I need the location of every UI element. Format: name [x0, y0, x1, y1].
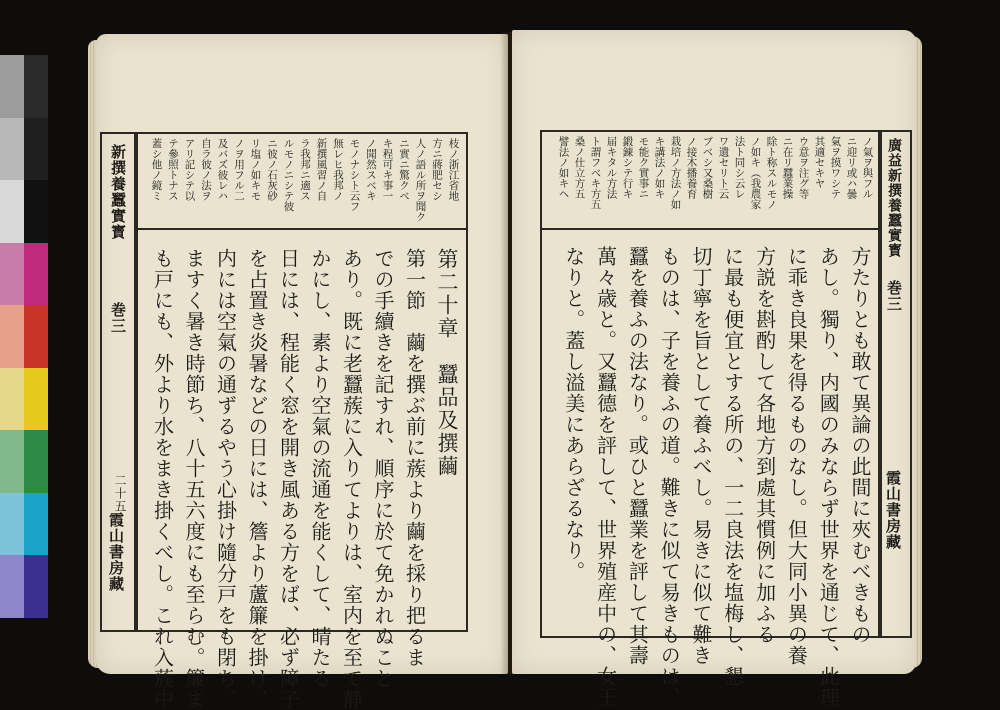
body-text-line: 切丁寧を旨として養ふべし。易きに似て難き — [689, 246, 713, 666]
calibration-swatch — [0, 555, 24, 618]
body-text-line: 第一節 繭を撰ぶ前に蔟より繭を採り把るま — [402, 248, 427, 668]
body-text-line: なりと。蓋し溢美にあらざるなり。 — [561, 246, 586, 582]
body-text-line: も戸にも、外より水をまき掛くべし。これ入蔟中 — [150, 248, 175, 710]
body-text-line: 第二十章 蠶品及撰繭 — [435, 248, 459, 478]
header-note-column: 除ト称スルモノ — [765, 136, 778, 210]
header-note-column: 桑ノ仕立方五 — [573, 136, 586, 199]
body-text-line: ものは、子を養ふの道。難きに似て易きものは、 — [657, 246, 682, 708]
header-note-column: 枝ノ浙江省地 — [447, 138, 460, 201]
header-note-column: ワ遺セリト云 — [717, 136, 730, 199]
header-note-column: 無レヒ我邦ノ — [332, 138, 344, 201]
header-note-column: 栽培ノ方法ノ如 — [669, 136, 682, 210]
calibration-swatch — [24, 368, 48, 431]
header-note-column: ニ迎リ或ハ曇 — [845, 136, 858, 199]
calibration-swatch — [0, 243, 24, 306]
body-text-line: 蠶を養ふの法なり。或ひと蠶業を評して其壽 — [625, 246, 650, 666]
header-note-column: ニ在リ蠶業操 — [781, 136, 794, 199]
body-text-line: を占置き炎暑などの日には、簷より蘆簾を掛け、 — [245, 248, 269, 710]
header-note-column: 法ト同シ云レ — [733, 136, 746, 199]
calibration-swatch — [24, 55, 48, 118]
body-text-line: かにし、素より空氣の流通を能くして、晴たる — [308, 248, 332, 689]
header-note-column: 及バズ彼レハ — [216, 138, 229, 201]
calibration-swatch — [24, 493, 48, 556]
calibration-swatch — [0, 305, 24, 368]
calibration-swatch — [0, 493, 24, 556]
header-note-column: モ能ク實事ニ — [637, 136, 650, 199]
calibration-swatch — [0, 55, 24, 118]
header-note-column: ニ實ニ驚クベ — [398, 138, 410, 201]
header-note-column: 其適セキヤ — [813, 136, 826, 189]
body-text-line: に最も便宜とする所の、一二良法を塩梅し、懇 — [720, 246, 745, 687]
body-text-line: 方説を斟酌して各地方到處其慣例に加ふる — [752, 246, 777, 645]
calibration-swatch — [0, 180, 24, 243]
header-note-column: 届キタル方法 — [605, 136, 618, 199]
calibration-swatch — [24, 430, 48, 493]
body-text-line: 内には空氣の通ずるやう心掛け隨分戸をも閉ち、 — [213, 248, 238, 710]
calibration-swatch — [24, 243, 48, 306]
header-note-column: アリ記シテ以 — [183, 138, 196, 201]
header-note-column: キ講法ノ如キ — [653, 136, 666, 199]
header-note-column: リ塩ノ如キモ — [249, 138, 262, 201]
header-note-column: ルモノニシテ彼 — [282, 138, 295, 212]
calibration-swatch — [24, 305, 48, 368]
body-text-line: あり。既に老蠶蔟に入りてよりは、室内を至て静 — [339, 248, 364, 710]
color-calibration-bar — [0, 55, 48, 618]
header-note-column: ト謂フベキ方五 — [589, 136, 602, 210]
header-note-column: 鍛錬シテ行キ — [621, 136, 634, 199]
body-text-line: ますく暑き時節ち、八十五六度にも至らむ。簾ま — [182, 248, 206, 710]
calibration-swatch — [0, 368, 24, 431]
header-note-column: ブベシ又桑樹 — [701, 136, 714, 199]
header-note-column: ニ彼ノ石灰砂 — [266, 138, 278, 201]
calibration-swatch — [24, 555, 48, 618]
header-note-column: ラ我邦ニ適ス — [299, 138, 311, 201]
header-note-column: 氣ヲ摸ワシテ — [829, 136, 842, 199]
right-page — [512, 30, 916, 708]
calibration-swatch — [0, 430, 24, 493]
right-publisher-mark: 霞山書房藏 — [884, 470, 902, 550]
body-text-line: 萬々歳と。又蠶德を評して、世界殖産中の、女王 — [593, 246, 618, 708]
body-text-line: での手續きを記すれ、順序に於て免かれぬこと — [371, 248, 395, 689]
header-note-column: 自ラ彼ノ法ヲ — [200, 138, 212, 201]
header-note-column: 人ノ語ル所ヲ聞ク — [414, 138, 427, 222]
header-note-column: ノ聞然スベキ — [365, 138, 377, 201]
right-side-volume: 巻三 — [885, 280, 903, 312]
body-text-line: あし。獨り、内國のみならず世界を通じて、此理 — [816, 246, 841, 708]
header-note-column: 新撰風習ノ自 — [315, 138, 328, 201]
right-side-title: 廣益新撰養蠶實寳 — [886, 138, 902, 258]
calibration-swatch — [24, 180, 48, 243]
header-note-column: モノナシト云フ — [348, 138, 361, 212]
calibration-swatch — [24, 118, 48, 181]
body-text-line: 方たりとも敢て異論の此間に夾むべきもの — [848, 246, 872, 645]
left-page-number: 二十五 — [113, 474, 127, 513]
header-note-column: 方ニ蔣肥セシ — [431, 138, 443, 201]
body-text-line: 日には、程能く窓を開き風ある方をば、必ず障子 — [276, 248, 301, 710]
header-note-column: ノヲ用フル二 — [233, 138, 245, 201]
header-note-column: ノ接木播養育 — [685, 136, 698, 199]
body-text-line: に乖き良果を得るものなし。但大同小異の養 — [784, 246, 809, 666]
left-publisher-mark: 霞山書房藏 — [107, 512, 125, 592]
header-note-column: 譬法ノ如キヘ — [557, 136, 570, 199]
open-book — [88, 22, 924, 710]
header-note-column: テ參照トナス — [167, 138, 179, 201]
header-note-column: キ程可キ事一 — [381, 138, 394, 201]
header-note-column: ノ如キ（我農家 — [749, 136, 762, 210]
left-page — [96, 34, 508, 710]
header-note-column: ウ意ヲ注グ等 — [797, 136, 810, 199]
left-side-title: 新撰養蠶實寳 — [109, 144, 127, 240]
header-note-column: ノ氣ヲ與フル — [861, 136, 874, 199]
left-side-volume: 巻三 — [109, 302, 127, 334]
calibration-swatch — [0, 118, 24, 181]
header-note-column: 蓋シ他ノ鏡ミ — [150, 138, 163, 201]
